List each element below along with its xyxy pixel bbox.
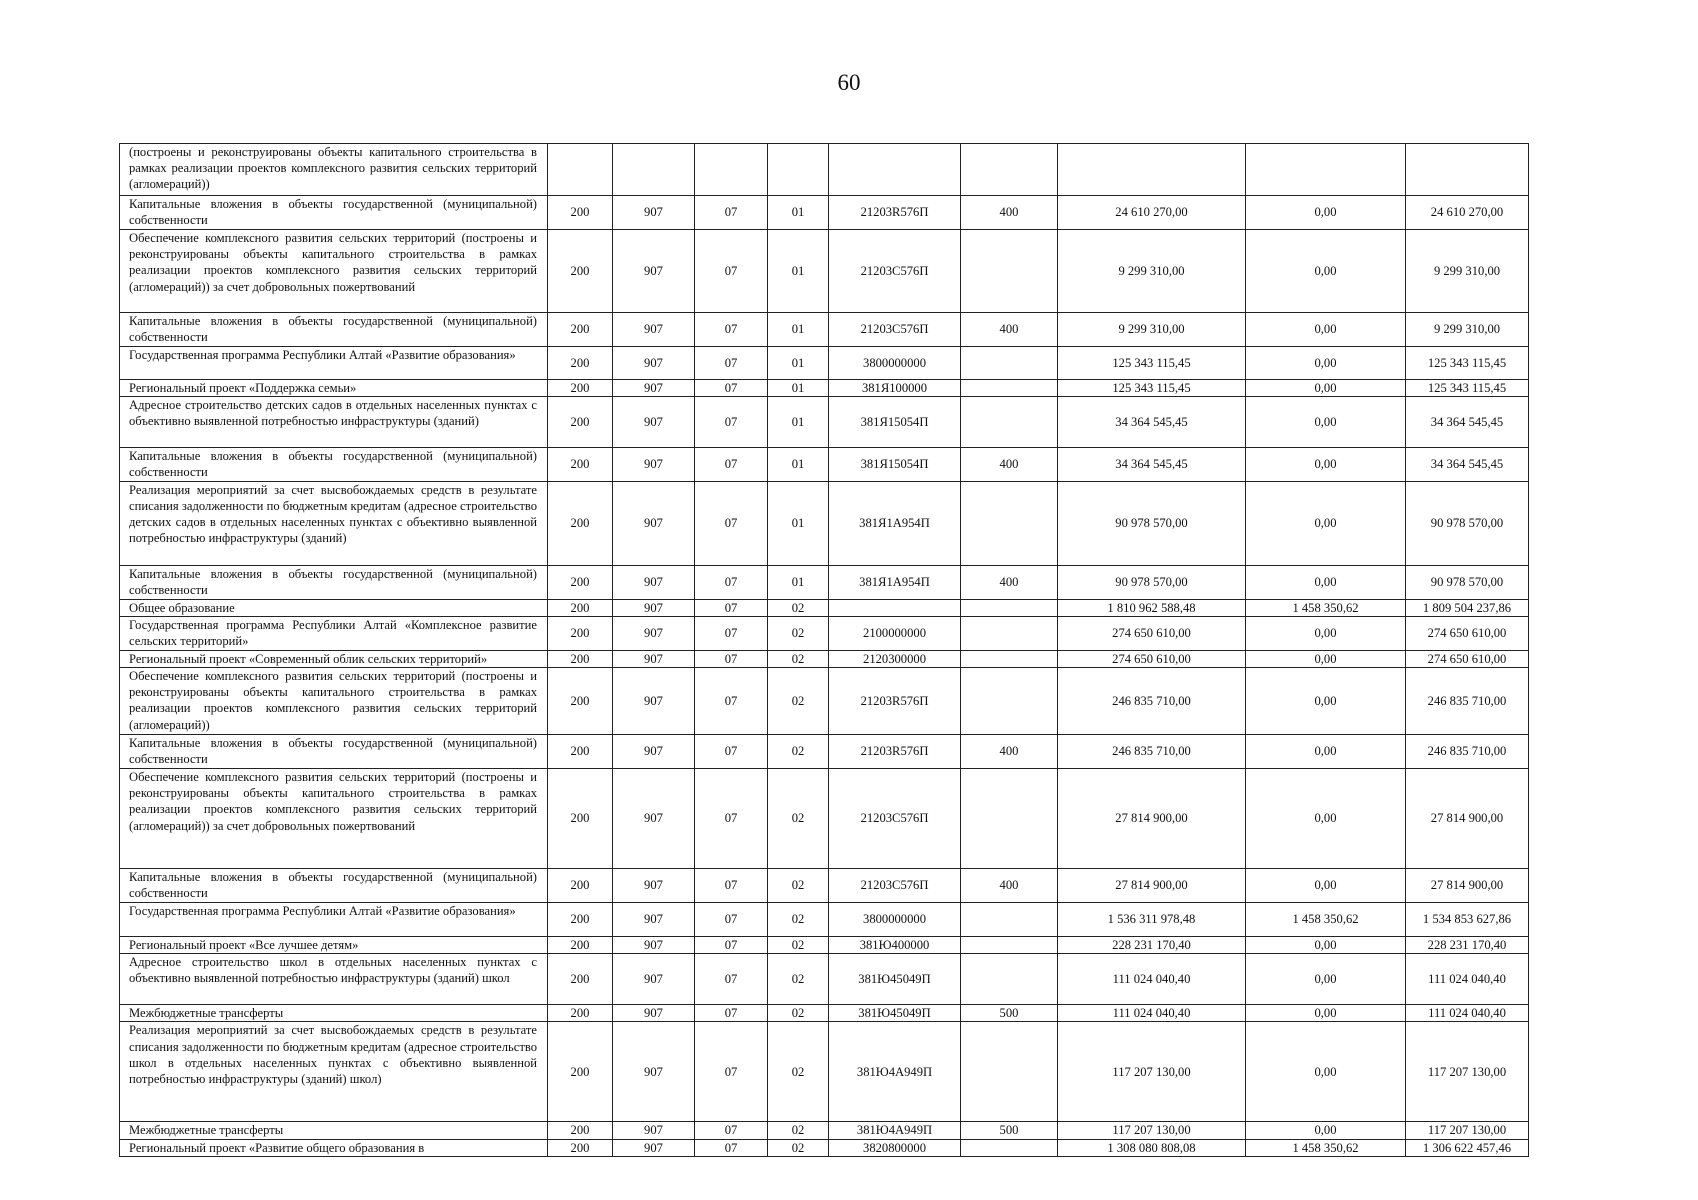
target-article-code: 21203R576П — [829, 668, 961, 735]
section-code: 07 — [695, 735, 768, 769]
section-code: 07 — [695, 903, 768, 937]
expense-type-code: 400 — [961, 313, 1058, 347]
expense-type-code — [961, 1022, 1058, 1122]
total-amount: 1 536 311 978,48 — [1058, 903, 1246, 937]
expense-type-code: 500 — [961, 1005, 1058, 1022]
row-description: Адресное строительство школ в отдельных населенных пунктах с объективно выявленной потребностью инфраструктуры (зданий) школ — [120, 954, 548, 1005]
table-row — [120, 397, 1529, 448]
table-row — [120, 1122, 1529, 1139]
total-amount: 111 024 040,40 — [1058, 1005, 1246, 1022]
table-row — [120, 448, 1529, 481]
own-funds-amount: 1 809 504 237,86 — [1406, 599, 1529, 616]
row-description: Обеспечение комплексного развития сельских территорий (построены и реконструированы объекты капитального строительства в рамках реализации проектов комплексного развития сельских территорий (агломераций)) за счет добровольных пожертвований — [120, 230, 548, 313]
total-amount: 9 299 310,00 — [1058, 230, 1246, 313]
target-article-code: 3800000000 — [829, 347, 961, 380]
expense-type-code — [961, 769, 1058, 869]
subvention-amount: 0,00 — [1246, 481, 1406, 565]
subvention-amount: 0,00 — [1246, 616, 1406, 650]
table-row — [120, 735, 1529, 769]
section-code: 07 — [695, 1139, 768, 1156]
subsection-code: 01 — [768, 313, 829, 347]
total-amount: 90 978 570,00 — [1058, 565, 1246, 599]
subsection-code — [768, 144, 829, 196]
grbs-code: 200 — [548, 313, 613, 347]
subsection-code: 01 — [768, 397, 829, 448]
grbs-code: 200 — [548, 448, 613, 481]
grbs-code: 200 — [548, 954, 613, 1005]
row-description: Региональный проект «Развитие общего образования в — [120, 1139, 548, 1156]
subvention-amount: 0,00 — [1246, 565, 1406, 599]
row-description: (построены и реконструированы объекты капитального строительства в рамках реализации проектов комплексного развития сельских территорий (агломераций)) — [120, 144, 548, 196]
target-article-code: 3800000000 — [829, 903, 961, 937]
row-description: Межбюджетные трансферты — [120, 1122, 548, 1139]
subsection-code: 02 — [768, 668, 829, 735]
own-funds-amount: 111 024 040,40 — [1406, 954, 1529, 1005]
section-code: 07 — [695, 313, 768, 347]
row-description: Капитальные вложения в объекты государственной (муниципальной) собственности — [120, 448, 548, 481]
row-description: Региональный проект «Современный облик сельских территорий» — [120, 650, 548, 667]
department-code: 907 — [613, 313, 695, 347]
department-code: 907 — [613, 481, 695, 565]
row-description: Реализация мероприятий за счет высвобождаемых средств в результате списания задолженности по бюджетным кредитам (адресное строительство детских садов в отдельных населенных пунктах с объективно выявленной потребностью инфраструктуры (зданий) — [120, 481, 548, 565]
row-description: Государственная программа Республики Алтай «Комплексное развитие сельских территорий» — [120, 616, 548, 650]
department-code: 907 — [613, 448, 695, 481]
table-row — [120, 937, 1529, 954]
grbs-code: 200 — [548, 565, 613, 599]
table-row — [120, 380, 1529, 397]
row-description: Обеспечение комплексного развития сельских территорий (построены и реконструированы объекты капитального строительства в рамках реализации проектов комплексного развития сельских территорий (агломераций)) за счет добровольных пожертвований — [120, 769, 548, 869]
total-amount: 90 978 570,00 — [1058, 481, 1246, 565]
expense-type-code — [961, 954, 1058, 1005]
expense-type-code: 400 — [961, 196, 1058, 230]
own-funds-amount: 34 364 545,45 — [1406, 448, 1529, 481]
own-funds-amount: 274 650 610,00 — [1406, 616, 1529, 650]
total-amount: 274 650 610,00 — [1058, 650, 1246, 667]
total-amount: 27 814 900,00 — [1058, 769, 1246, 869]
grbs-code: 200 — [548, 1022, 613, 1122]
grbs-code: 200 — [548, 735, 613, 769]
table-row — [120, 650, 1529, 667]
row-description: Обеспечение комплексного развития сельских территорий (построены и реконструированы объекты капитального строительства в рамках реализации проектов комплексного развития сельских территорий (агломераций)) — [120, 668, 548, 735]
target-article-code: 381Ю4А949П — [829, 1122, 961, 1139]
table-row — [120, 616, 1529, 650]
target-article-code: 21203C576П — [829, 869, 961, 903]
own-funds-amount — [1406, 144, 1529, 196]
expense-type-code — [961, 1139, 1058, 1156]
total-amount: 246 835 710,00 — [1058, 735, 1246, 769]
subvention-amount: 0,00 — [1246, 1122, 1406, 1139]
department-code: 907 — [613, 869, 695, 903]
target-article-code: 381Я15054П — [829, 397, 961, 448]
own-funds-amount: 125 343 115,45 — [1406, 380, 1529, 397]
subvention-amount: 0,00 — [1246, 1022, 1406, 1122]
subvention-amount: 0,00 — [1246, 1005, 1406, 1022]
expense-type-code — [961, 616, 1058, 650]
row-description: Реализация мероприятий за счет высвобождаемых средств в результате списания задолженности по бюджетным кредитам (адресное строительство школ в отдельных населенных пунктах с объективно выявленной потребностью инфраструктуры (зданий) школ) — [120, 1022, 548, 1122]
own-funds-amount: 27 814 900,00 — [1406, 769, 1529, 869]
department-code: 907 — [613, 565, 695, 599]
grbs-code: 200 — [548, 668, 613, 735]
table-row — [120, 869, 1529, 903]
expense-type-code: 400 — [961, 735, 1058, 769]
expense-type-code — [961, 937, 1058, 954]
grbs-code: 200 — [548, 1005, 613, 1022]
row-description: Капитальные вложения в объекты государственной (муниципальной) собственности — [120, 313, 548, 347]
department-code: 907 — [613, 616, 695, 650]
department-code: 907 — [613, 1005, 695, 1022]
grbs-code: 200 — [548, 196, 613, 230]
total-amount: 34 364 545,45 — [1058, 397, 1246, 448]
table-row — [120, 1139, 1529, 1156]
expense-type-code: 400 — [961, 869, 1058, 903]
table-row — [120, 599, 1529, 616]
section-code — [695, 144, 768, 196]
subvention-amount: 0,00 — [1246, 196, 1406, 230]
subvention-amount: 0,00 — [1246, 650, 1406, 667]
subvention-amount: 0,00 — [1246, 937, 1406, 954]
own-funds-amount: 1 534 853 627,86 — [1406, 903, 1529, 937]
subsection-code: 01 — [768, 230, 829, 313]
section-code: 07 — [695, 380, 768, 397]
department-code — [613, 144, 695, 196]
own-funds-amount: 125 343 115,45 — [1406, 347, 1529, 380]
subsection-code: 01 — [768, 380, 829, 397]
section-code: 07 — [695, 954, 768, 1005]
target-article-code: 21203C576П — [829, 313, 961, 347]
subsection-code: 02 — [768, 1139, 829, 1156]
grbs-code: 200 — [548, 616, 613, 650]
department-code: 907 — [613, 668, 695, 735]
own-funds-amount: 9 299 310,00 — [1406, 313, 1529, 347]
subvention-amount: 0,00 — [1246, 380, 1406, 397]
expense-type-code: 400 — [961, 565, 1058, 599]
grbs-code: 200 — [548, 650, 613, 667]
grbs-code: 200 — [548, 937, 613, 954]
budget-table-body — [120, 144, 1529, 1157]
target-article-code: 21203C576П — [829, 230, 961, 313]
section-code: 07 — [695, 448, 768, 481]
subvention-amount: 0,00 — [1246, 735, 1406, 769]
section-code: 07 — [695, 230, 768, 313]
department-code: 907 — [613, 380, 695, 397]
target-article-code: 21203R576П — [829, 735, 961, 769]
own-funds-amount: 117 207 130,00 — [1406, 1122, 1529, 1139]
table-row — [120, 1022, 1529, 1122]
own-funds-amount: 24 610 270,00 — [1406, 196, 1529, 230]
subsection-code: 02 — [768, 735, 829, 769]
total-amount: 24 610 270,00 — [1058, 196, 1246, 230]
subsection-code: 02 — [768, 954, 829, 1005]
subvention-amount: 0,00 — [1246, 769, 1406, 869]
table-row — [120, 196, 1529, 230]
department-code: 907 — [613, 347, 695, 380]
row-description: Капитальные вложения в объекты государственной (муниципальной) собственности — [120, 565, 548, 599]
subvention-amount: 1 458 350,62 — [1246, 599, 1406, 616]
department-code: 907 — [613, 903, 695, 937]
row-description: Капитальные вложения в объекты государственной (муниципальной) собственности — [120, 196, 548, 230]
department-code: 907 — [613, 230, 695, 313]
target-article-code: 381Я1А954П — [829, 481, 961, 565]
subsection-code: 02 — [768, 650, 829, 667]
subvention-amount: 0,00 — [1246, 397, 1406, 448]
total-amount: 9 299 310,00 — [1058, 313, 1246, 347]
department-code: 907 — [613, 397, 695, 448]
grbs-code: 200 — [548, 1122, 613, 1139]
department-code: 907 — [613, 650, 695, 667]
own-funds-amount: 117 207 130,00 — [1406, 1022, 1529, 1122]
subvention-amount: 0,00 — [1246, 668, 1406, 735]
row-description: Межбюджетные трансферты — [120, 1005, 548, 1022]
total-amount: 34 364 545,45 — [1058, 448, 1246, 481]
row-description: Региональный проект «Поддержка семьи» — [120, 380, 548, 397]
subvention-amount: 0,00 — [1246, 869, 1406, 903]
own-funds-amount: 246 835 710,00 — [1406, 668, 1529, 735]
subvention-amount: 0,00 — [1246, 954, 1406, 1005]
subsection-code: 01 — [768, 481, 829, 565]
total-amount: 111 024 040,40 — [1058, 954, 1246, 1005]
own-funds-amount: 9 299 310,00 — [1406, 230, 1529, 313]
section-code: 07 — [695, 1122, 768, 1139]
subvention-amount: 1 458 350,62 — [1246, 903, 1406, 937]
grbs-code: 200 — [548, 380, 613, 397]
table-row — [120, 1005, 1529, 1022]
expense-type-code — [961, 347, 1058, 380]
section-code: 07 — [695, 650, 768, 667]
expense-type-code — [961, 903, 1058, 937]
grbs-code: 200 — [548, 397, 613, 448]
row-description: Капитальные вложения в объекты государственной (муниципальной) собственности — [120, 869, 548, 903]
own-funds-amount: 228 231 170,40 — [1406, 937, 1529, 954]
row-description: Капитальные вложения в объекты государственной (муниципальной) собственности — [120, 735, 548, 769]
target-article-code — [829, 144, 961, 196]
target-article-code: 21203R576П — [829, 196, 961, 230]
expense-type-code — [961, 380, 1058, 397]
section-code: 07 — [695, 565, 768, 599]
subsection-code: 02 — [768, 599, 829, 616]
subsection-code: 01 — [768, 448, 829, 481]
table-row — [120, 769, 1529, 869]
grbs-code: 200 — [548, 769, 613, 869]
section-code: 07 — [695, 1005, 768, 1022]
target-article-code: 381Ю4А949П — [829, 1022, 961, 1122]
total-amount — [1058, 144, 1246, 196]
expense-type-code — [961, 599, 1058, 616]
table-row — [120, 954, 1529, 1005]
grbs-code: 200 — [548, 869, 613, 903]
section-code: 07 — [695, 937, 768, 954]
subsection-code: 01 — [768, 347, 829, 380]
subsection-code: 02 — [768, 1005, 829, 1022]
target-article-code: 21203C576П — [829, 769, 961, 869]
table-row — [120, 347, 1529, 380]
expense-type-code — [961, 230, 1058, 313]
table-row — [120, 565, 1529, 599]
department-code: 907 — [613, 1122, 695, 1139]
section-code: 07 — [695, 869, 768, 903]
target-article-code: 381Ю45049П — [829, 954, 961, 1005]
expense-type-code — [961, 668, 1058, 735]
section-code: 07 — [695, 1022, 768, 1122]
target-article-code: 3820800000 — [829, 1139, 961, 1156]
table-row — [120, 144, 1529, 196]
department-code: 907 — [613, 937, 695, 954]
budget-table — [119, 143, 1529, 1157]
target-article-code — [829, 599, 961, 616]
expense-type-code — [961, 650, 1058, 667]
total-amount: 274 650 610,00 — [1058, 616, 1246, 650]
subsection-code: 02 — [768, 903, 829, 937]
target-article-code: 381Я1А954П — [829, 565, 961, 599]
target-article-code: 2100000000 — [829, 616, 961, 650]
department-code: 907 — [613, 599, 695, 616]
section-code: 07 — [695, 599, 768, 616]
subvention-amount — [1246, 144, 1406, 196]
target-article-code: 381Я15054П — [829, 448, 961, 481]
row-description: Общее образование — [120, 599, 548, 616]
expense-type-code: 500 — [961, 1122, 1058, 1139]
grbs-code: 200 — [548, 1139, 613, 1156]
grbs-code: 200 — [548, 347, 613, 380]
own-funds-amount: 111 024 040,40 — [1406, 1005, 1529, 1022]
own-funds-amount: 274 650 610,00 — [1406, 650, 1529, 667]
subsection-code: 02 — [768, 1122, 829, 1139]
total-amount: 1 810 962 588,48 — [1058, 599, 1246, 616]
subsection-code: 02 — [768, 1022, 829, 1122]
row-description: Региональный проект «Все лучшее детям» — [120, 937, 548, 954]
subsection-code: 02 — [768, 769, 829, 869]
expense-type-code — [961, 397, 1058, 448]
target-article-code: 381Ю400000 — [829, 937, 961, 954]
total-amount: 125 343 115,45 — [1058, 347, 1246, 380]
section-code: 07 — [695, 196, 768, 230]
own-funds-amount: 34 364 545,45 — [1406, 397, 1529, 448]
grbs-code — [548, 144, 613, 196]
subsection-code: 01 — [768, 565, 829, 599]
section-code: 07 — [695, 347, 768, 380]
department-code: 907 — [613, 954, 695, 1005]
target-article-code: 381Ю45049П — [829, 1005, 961, 1022]
expense-type-code — [961, 481, 1058, 565]
department-code: 907 — [613, 735, 695, 769]
section-code: 07 — [695, 668, 768, 735]
row-description: Адресное строительство детских садов в отдельных населенных пунктах с объективно выявленной потребностью инфраструктуры (зданий) — [120, 397, 548, 448]
section-code: 07 — [695, 481, 768, 565]
grbs-code: 200 — [548, 903, 613, 937]
expense-type-code — [961, 144, 1058, 196]
total-amount: 1 308 080 808,08 — [1058, 1139, 1246, 1156]
own-funds-amount: 90 978 570,00 — [1406, 481, 1529, 565]
department-code: 907 — [613, 1139, 695, 1156]
department-code: 907 — [613, 769, 695, 869]
subsection-code: 02 — [768, 616, 829, 650]
section-code: 07 — [695, 616, 768, 650]
subsection-code: 01 — [768, 196, 829, 230]
grbs-code: 200 — [548, 481, 613, 565]
table-row — [120, 668, 1529, 735]
subsection-code: 02 — [768, 869, 829, 903]
row-description: Государственная программа Республики Алтай «Развитие образования» — [120, 903, 548, 937]
grbs-code: 200 — [548, 230, 613, 313]
table-row — [120, 903, 1529, 937]
expense-type-code: 400 — [961, 448, 1058, 481]
subvention-amount: 1 458 350,62 — [1246, 1139, 1406, 1156]
subsection-code: 02 — [768, 937, 829, 954]
total-amount: 246 835 710,00 — [1058, 668, 1246, 735]
subvention-amount: 0,00 — [1246, 448, 1406, 481]
table-row — [120, 481, 1529, 565]
total-amount: 117 207 130,00 — [1058, 1022, 1246, 1122]
subvention-amount: 0,00 — [1246, 313, 1406, 347]
target-article-code: 381Я100000 — [829, 380, 961, 397]
total-amount: 117 207 130,00 — [1058, 1122, 1246, 1139]
target-article-code: 2120300000 — [829, 650, 961, 667]
table-row — [120, 230, 1529, 313]
own-funds-amount: 27 814 900,00 — [1406, 869, 1529, 903]
section-code: 07 — [695, 397, 768, 448]
section-code: 07 — [695, 769, 768, 869]
own-funds-amount: 1 306 622 457,46 — [1406, 1139, 1529, 1156]
grbs-code: 200 — [548, 599, 613, 616]
table-row — [120, 313, 1529, 347]
department-code: 907 — [613, 1022, 695, 1122]
subvention-amount: 0,00 — [1246, 230, 1406, 313]
total-amount: 228 231 170,40 — [1058, 937, 1246, 954]
page-number: 60 — [837, 70, 861, 95]
total-amount: 125 343 115,45 — [1058, 380, 1246, 397]
department-code: 907 — [613, 196, 695, 230]
own-funds-amount: 246 835 710,00 — [1406, 735, 1529, 769]
own-funds-amount: 90 978 570,00 — [1406, 565, 1529, 599]
row-description: Государственная программа Республики Алтай «Развитие образования» — [120, 347, 548, 380]
subvention-amount: 0,00 — [1246, 347, 1406, 380]
total-amount: 27 814 900,00 — [1058, 869, 1246, 903]
